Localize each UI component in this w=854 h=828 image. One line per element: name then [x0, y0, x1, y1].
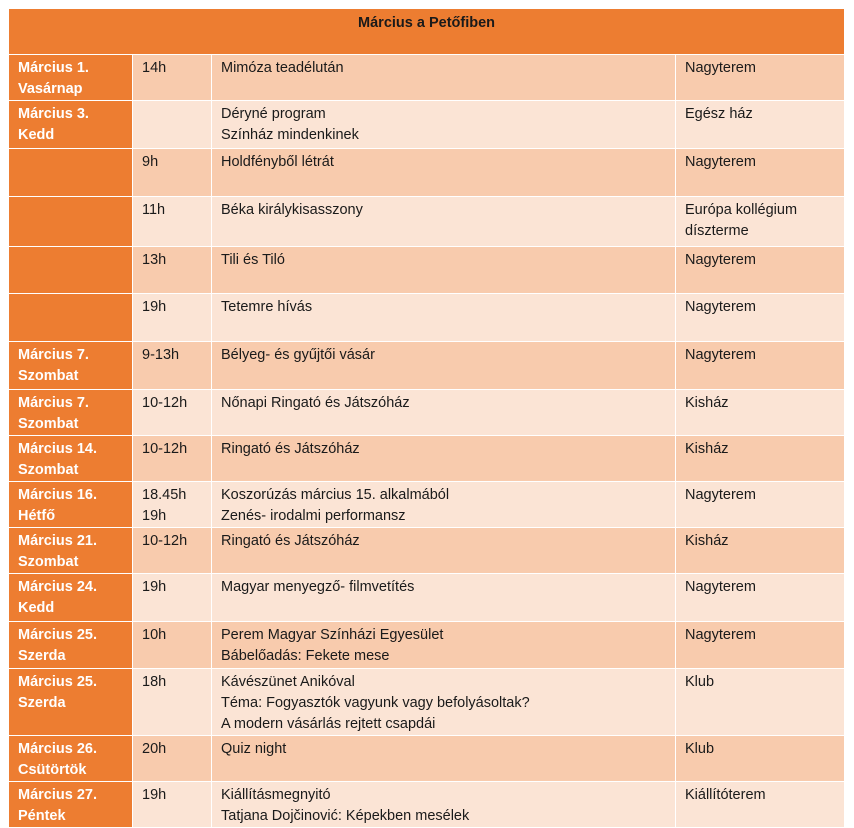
place-line: Egész ház: [685, 106, 753, 122]
event-line: Bábelőadás: Fekete mese: [221, 648, 390, 664]
event-cell: [212, 55, 676, 101]
place-cell: [676, 149, 845, 197]
event-cell: [212, 528, 676, 574]
place-cell: [676, 247, 845, 294]
place-line: Nagyterem: [685, 579, 756, 595]
event-line: Tetemre hívás: [221, 299, 313, 315]
table-row: [9, 390, 845, 436]
date-line: Március 27.: [18, 787, 97, 803]
table-row: [9, 101, 845, 149]
event-line: Koszorúzás március 15. alkalmából: [221, 487, 450, 503]
event-line: Mimóza teadélután: [221, 60, 344, 76]
date-line: Szombat: [18, 368, 79, 384]
time-cell: [133, 436, 212, 482]
event-line: Színház mindenkinek: [221, 127, 359, 143]
date-cell: [9, 482, 133, 528]
date-line: Kedd: [18, 127, 55, 143]
time-cell: [133, 622, 212, 669]
date-line: Kedd: [18, 600, 55, 616]
place-cell: [676, 101, 845, 149]
event-cell: [212, 294, 676, 342]
table-row: [9, 294, 845, 342]
event-cell: [212, 482, 676, 528]
time-cell: [133, 247, 212, 294]
program-table: [8, 8, 845, 828]
time-line: 13h: [142, 252, 167, 268]
event-cell: [212, 736, 676, 782]
table-title: Március a Petőfiben: [9, 9, 845, 55]
place-line: Klub: [685, 674, 715, 690]
place-cell: [676, 669, 845, 736]
date-cell: [9, 197, 133, 247]
event-cell: [212, 342, 676, 390]
place-cell: [676, 622, 845, 669]
place-line: Nagyterem: [685, 60, 756, 76]
event-line: Ringató és Játszóház: [221, 441, 360, 457]
time-line: 14h: [142, 60, 167, 76]
time-cell: [133, 101, 212, 149]
time-cell: [133, 197, 212, 247]
event-line: Tatjana Dojčinović: Képekben mesélek: [221, 808, 470, 824]
table-row: [9, 574, 845, 622]
time-line: 9-13h: [142, 347, 180, 363]
date-cell: [9, 390, 133, 436]
time-cell: [133, 294, 212, 342]
place-cell: [676, 55, 845, 101]
event-cell: [212, 247, 676, 294]
date-line: Március 7.: [18, 347, 89, 363]
date-cell: [9, 574, 133, 622]
table-row: [9, 55, 845, 101]
place-line: Nagyterem: [685, 627, 756, 643]
time-line: 19h: [142, 787, 167, 803]
table-row: [9, 528, 845, 574]
event-line: Kávészünet Anikóval: [221, 674, 355, 690]
table-row: [9, 197, 845, 247]
event-cell: [212, 390, 676, 436]
date-cell: [9, 55, 133, 101]
event-cell: [212, 574, 676, 622]
place-line: díszterme: [685, 223, 749, 239]
date-line: Szerda: [18, 648, 66, 664]
place-line: Nagyterem: [685, 487, 756, 503]
time-line: 19h: [142, 579, 167, 595]
time-line: 10h: [142, 627, 167, 643]
place-cell: [676, 482, 845, 528]
place-line: Kisház: [685, 441, 729, 457]
date-line: Március 16.: [18, 487, 97, 503]
time-cell: [133, 149, 212, 197]
time-line: 18h: [142, 674, 167, 690]
table-row: [9, 669, 845, 736]
date-line: Szerda: [18, 695, 66, 711]
date-line: Szombat: [18, 416, 79, 432]
date-cell: [9, 669, 133, 736]
place-line: Klub: [685, 741, 715, 757]
event-line: Tili és Tiló: [221, 252, 285, 268]
event-cell: [212, 622, 676, 669]
date-cell: [9, 528, 133, 574]
date-cell: [9, 736, 133, 782]
time-cell: [133, 482, 212, 528]
date-cell: [9, 622, 133, 669]
date-line: Vasárnap: [18, 81, 83, 97]
table-row: [9, 436, 845, 482]
event-cell: [212, 101, 676, 149]
place-cell: [676, 736, 845, 782]
place-line: Nagyterem: [685, 347, 756, 363]
table-body: [9, 55, 845, 828]
program-table-wrapper: [8, 8, 844, 828]
place-line: Kisház: [685, 395, 729, 411]
date-cell: [9, 342, 133, 390]
event-line: Magyar menyegző- filmvetítés: [221, 579, 415, 595]
date-line: Március 3.: [18, 106, 89, 122]
time-cell: [133, 736, 212, 782]
event-line: Bélyeg- és gyűjtői vásár: [221, 347, 375, 363]
date-line: Csütörtök: [18, 762, 87, 778]
date-line: Szombat: [18, 462, 79, 478]
time-cell: [133, 390, 212, 436]
date-line: Március 1.: [18, 60, 89, 76]
place-line: Kiállítóterem: [685, 787, 766, 803]
event-line: Zenés- irodalmi performansz: [221, 508, 406, 524]
table-row: [9, 622, 845, 669]
date-cell: [9, 436, 133, 482]
event-line: Quiz night: [221, 741, 287, 757]
event-cell: [212, 436, 676, 482]
table-row: [9, 482, 845, 528]
place-cell: [676, 294, 845, 342]
time-line: 9h: [142, 154, 159, 170]
place-line: Európa kollégium: [685, 202, 798, 218]
time-line: 19h: [142, 508, 167, 524]
time-cell: [133, 342, 212, 390]
place-line: Nagyterem: [685, 252, 756, 268]
date-cell: [9, 294, 133, 342]
event-line: Holdfényből létrát: [221, 154, 334, 170]
place-cell: [676, 574, 845, 622]
table-row: [9, 247, 845, 294]
event-line: Perem Magyar Színházi Egyesület: [221, 627, 444, 643]
date-line: Március 24.: [18, 579, 97, 595]
time-line: 10-12h: [142, 395, 188, 411]
event-line: Téma: Fogyasztók vagyunk vagy befolyásoltak?: [221, 695, 530, 711]
date-line: Március 25.: [18, 627, 97, 643]
event-line: Nőnapi Ringató és Játszóház: [221, 395, 410, 411]
date-cell: [9, 101, 133, 149]
event-cell: [212, 197, 676, 247]
date-line: Szombat: [18, 554, 79, 570]
time-cell: [133, 669, 212, 736]
time-cell: [133, 574, 212, 622]
date-line: Március 26.: [18, 741, 97, 757]
event-cell: [212, 149, 676, 197]
event-line: Ringató és Játszóház: [221, 533, 360, 549]
place-cell: [676, 436, 845, 482]
time-line: 19h: [142, 299, 167, 315]
date-line: Március 25.: [18, 674, 97, 690]
place-cell: [676, 197, 845, 247]
date-line: Hétfő: [18, 508, 56, 524]
place-line: Nagyterem: [685, 299, 756, 315]
date-line: Péntek: [18, 808, 66, 824]
date-line: Március 7.: [18, 395, 89, 411]
time-line: 20h: [142, 741, 167, 757]
place-cell: [676, 390, 845, 436]
date-cell: [9, 149, 133, 197]
table-row: [9, 342, 845, 390]
event-line: Déryné program: [221, 106, 326, 122]
date-cell: [9, 247, 133, 294]
time-line: 10-12h: [142, 533, 188, 549]
table-row: [9, 736, 845, 782]
table-row: [9, 149, 845, 197]
event-line: A modern vásárlás rejtett csapdái: [221, 716, 436, 732]
time-line: 10-12h: [142, 441, 188, 457]
place-line: Kisház: [685, 533, 729, 549]
time-line: 11h: [142, 202, 166, 218]
time-cell: [133, 528, 212, 574]
place-line: Nagyterem: [685, 154, 756, 170]
place-cell: [676, 528, 845, 574]
place-cell: [676, 342, 845, 390]
event-line: Béka királykisasszony: [221, 202, 363, 218]
event-cell: [212, 669, 676, 736]
event-line: Kiállításmegnyitó: [221, 787, 331, 803]
date-line: Március 21.: [18, 533, 97, 549]
time-line: 18.45h: [142, 487, 187, 503]
time-cell: [133, 55, 212, 101]
date-line: Március 14.: [18, 441, 97, 457]
